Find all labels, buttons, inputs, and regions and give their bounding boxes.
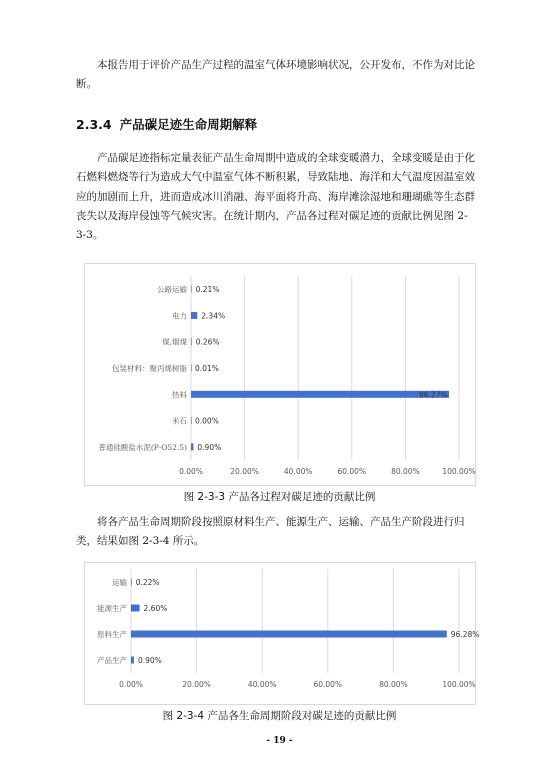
x-tick-label: 40.00% bbox=[283, 467, 313, 476]
category-label: 包装材料：聚丙烯树脂 bbox=[112, 364, 187, 373]
category-label: 原料生产 bbox=[97, 630, 127, 639]
category-label: 产品生产 bbox=[97, 656, 127, 665]
figure-caption-2-3-3: 图 2-3-3 产品各过程对碳足迹的贡献比例 bbox=[183, 491, 376, 503]
page-number: - 19 - bbox=[266, 736, 293, 746]
bar bbox=[191, 417, 192, 424]
bar bbox=[191, 312, 197, 319]
category-label: 煤,烟煤 bbox=[162, 337, 187, 347]
bar bbox=[191, 286, 192, 293]
x-tick-label: 60.00% bbox=[313, 680, 343, 689]
value-label: 0.01% bbox=[195, 364, 219, 373]
x-tick-label: 100.00% bbox=[442, 680, 476, 689]
bar bbox=[191, 365, 192, 372]
body-paragraph: 产品碳足迹指标定量表征产品生命周期中造成的全球变暖潜力，全球变暖是由于化石燃料燃烧等行为造成大气中温室气体不断积累，导致陆地、海洋和大气温度因温室效应的加剧而上升，进而造成冰川消融、海平面将升高、海岸滩涂湿地和珊瑚礁等生态群丧失以及海岸侵蚀等气候灾害。在统计期内，产品各过程对碳足迹的贡献比例见图 2-3-3。 bbox=[76, 152, 475, 242]
category-label: 电力 bbox=[172, 311, 187, 321]
section-number: 2.3.4 bbox=[76, 117, 112, 132]
value-label: 0.22% bbox=[135, 578, 160, 587]
bar bbox=[131, 657, 134, 664]
x-tick-label: 40.00% bbox=[247, 680, 277, 689]
value-label: 0.21% bbox=[195, 285, 220, 295]
category-label: 热料 bbox=[172, 390, 187, 400]
category-label: 米石 bbox=[172, 416, 187, 426]
bar bbox=[131, 631, 447, 638]
category-label: 普通硅酸盐水泥(P·O52.5) bbox=[98, 442, 187, 452]
value-label: 0.90% bbox=[197, 442, 222, 452]
category-label: 运输 bbox=[112, 578, 127, 587]
bar bbox=[131, 605, 140, 612]
chart-svg bbox=[85, 563, 480, 704]
x-tick-label: 80.00% bbox=[391, 467, 420, 476]
section-heading bbox=[76, 115, 257, 133]
intro-paragraph: 本报告用于评价产品生产过程的温室气体环境影响状况，公开发布，不作为对比论断。 bbox=[76, 59, 475, 91]
bar bbox=[191, 391, 449, 398]
value-label: 96.27% bbox=[419, 390, 448, 400]
value-label: 2.60% bbox=[143, 604, 168, 613]
value-label: 0.26% bbox=[195, 337, 220, 347]
x-tick-label: 0.00% bbox=[119, 680, 143, 689]
category-label: 公路运输 bbox=[157, 285, 187, 295]
x-tick-label: 100.00% bbox=[442, 467, 476, 476]
value-label: 0.90% bbox=[137, 656, 162, 665]
bar bbox=[131, 579, 132, 586]
chart-svg bbox=[85, 264, 475, 485]
process-contribution-chart bbox=[84, 263, 476, 486]
bar bbox=[191, 443, 193, 450]
stage-contribution-chart bbox=[84, 562, 480, 705]
category-label: 能源生产 bbox=[97, 604, 127, 613]
x-tick-label: 20.00% bbox=[182, 680, 211, 689]
x-tick-label: 60.00% bbox=[337, 467, 367, 476]
value-label: 0.00% bbox=[195, 416, 219, 426]
value-label: 2.34% bbox=[201, 311, 226, 321]
x-tick-label: 20.00% bbox=[230, 467, 259, 476]
figure-caption-2-3-4: 图 2-3-4 产品各生命周期阶段对碳足迹的贡献比例 bbox=[162, 710, 397, 722]
section-title: 产品碳足迹生命周期解释 bbox=[119, 117, 258, 132]
bar bbox=[191, 338, 192, 345]
value-label: 96.28% bbox=[450, 630, 480, 639]
between-paragraph: 将各产品生命周期阶段按照原材料生产、能源生产、运输、产品生产阶段进行归类，结果如图 2-3-4 所示。 bbox=[76, 516, 465, 548]
x-tick-label: 80.00% bbox=[379, 680, 408, 689]
x-tick-label: 0.00% bbox=[179, 467, 203, 476]
